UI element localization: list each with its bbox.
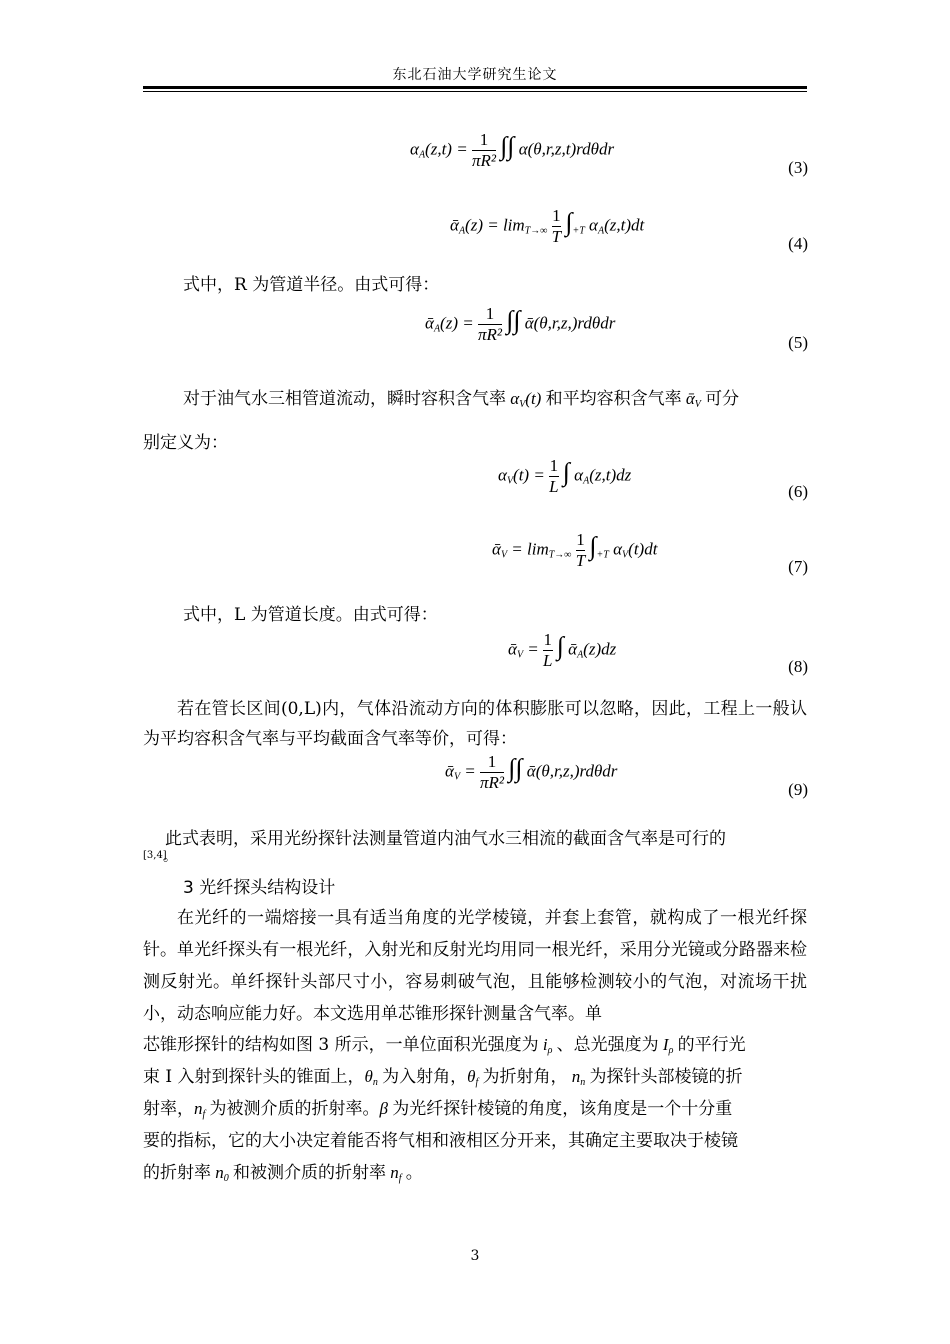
paragraph-definition-line1 [183, 384, 739, 410]
paragraph-conclusion: 此式表明，采用光纷探针法测量管道内油气水三相流的截面含气率是可行的 [165, 829, 726, 849]
symbol-i-rho: $i_\rho$ [538, 1035, 553, 1056]
equation-4: ᾱ$_A$(z) = $\lim_{T\to\infty}$ $\frac{1}{T}$ $\int_{+T}$ $\alpha_A(z,t)dt$ [450, 206, 645, 246]
text-segment: 射率， [143, 1099, 194, 1119]
text-segment: 、总光强度为 [556, 1035, 659, 1055]
equation-6: $\alpha_V(t)$ = $\frac{1}{L}$ ∫ $\alpha_A(z,t)dz$ [498, 456, 632, 496]
equation-number-5: (5) [788, 333, 808, 352]
header-rule-thin [143, 91, 807, 92]
paragraph-length: 式中，L 为管道长度。由式可得： [183, 605, 438, 625]
equation-5: ᾱ$_A$(z) = $\frac{1}{\text{πR²}}$ ∫∫ ᾱ(θ,r,z,)rdθdr [425, 304, 616, 344]
symbol-n-f: $n_f$ [386, 1163, 402, 1184]
text-segment: 。 [405, 1163, 423, 1183]
equation-number-3: (3) [788, 158, 808, 177]
header-rule-thick [143, 86, 807, 89]
symbol-n-n: $n_n$ [567, 1067, 586, 1088]
text-segment: 为折射角， [482, 1067, 568, 1087]
text-segment: 为被测介质的折射率。 [209, 1099, 380, 1119]
equation-number-7: (7) [788, 557, 808, 576]
text-segment: 对于油气水三相管道流动，瞬时容积含气率 [183, 389, 506, 409]
symbol-theta-f: $\theta_f$ [467, 1067, 479, 1088]
symbol-I-rho: $I_\rho$ [658, 1035, 674, 1056]
text-segment: 的平行光 [677, 1035, 746, 1055]
citation-3-4: [3,4] [143, 850, 167, 861]
symbol-n-0: $n_0$ [211, 1163, 229, 1184]
paragraph-probe-line4: 要的指标，它的大小决定着能否将气相和液相区分开来，其确定主要取决于棱镜 [143, 1131, 738, 1151]
equation-number-8: (8) [788, 657, 808, 676]
symbol-theta-n: $\theta_n$ [364, 1067, 378, 1088]
paragraph-probe-design: 在光纤的一端熔接一具有适当角度的光学棱镜，并套上套管，就构成了一根光纤探针。单光纤探头有一根光纤，入射光和反射光均用同一根光纤，采用分光镜或分路器来检测反射光。单纤探针头部尺寸小，容易刺破气泡，且能够检测较小的气泡，对流场干扰小，动态响应能力好。本文选用单芯锥形探针测量含气率。单 [143, 908, 807, 1024]
paragraph-probe-line5 [143, 1158, 423, 1184]
text-segment: 芯锥形探针的结构如图 3 所示，一单位面积光强度为 [143, 1035, 539, 1055]
equation-3: $\alpha_A(z,t)$ = $\frac{1}{\text{πR²}}$ ∫∫ α(θ,r,z,t)rdθdr [410, 130, 615, 170]
paragraph-radius: 式中，R 为管道半径。由式可得： [183, 275, 440, 295]
text-segment: 束 I 入射到探针头的锥面上， [143, 1067, 365, 1087]
equation-number-6: (6) [788, 482, 808, 501]
section-heading-3: 3 光纤探头结构设计 [183, 878, 336, 898]
running-header: 东北石油大学研究生论文 [392, 67, 558, 83]
equation-9: ᾱ$_V$ = $\frac{1}{\text{πR²}}$ ∫∫ ᾱ(θ,r,z,)rdθdr [445, 752, 618, 792]
paragraph-definition-line2: 别定义为： [143, 433, 228, 453]
equation-8: ᾱ$_V$ = $\frac{1}{L}$ ∫ ᾱ$_A$(z)dz [508, 630, 617, 670]
text-segment: 为探针头部棱镜的折 [589, 1067, 743, 1087]
text-segment: 为光纤探针棱镜的角度，该角度是一个十分重 [392, 1099, 733, 1119]
text-segment: 的折射率 [143, 1163, 211, 1183]
text-segment: 为入射角， [382, 1067, 468, 1087]
symbol-n-f: $n_f$ [194, 1099, 206, 1120]
equation-7: ᾱ$_V$ = $\lim_{T\to\infty}$ $\frac{1}{T}$ $\int_{+T}$ $\alpha_V(t)dt$ [492, 530, 658, 570]
page-number: 3 [470, 1248, 480, 1264]
symbol-alpha-v-bar: ᾱ$_V$ [681, 389, 701, 410]
symbol-alpha-v-t: $\alpha_V(t)$ [506, 389, 546, 410]
paragraph-probe-line2 [143, 1062, 743, 1088]
equation-number-4: (4) [788, 234, 808, 253]
paragraph-equivalence: 若在管长区间(0,L)内，气体沿流动方向的体积膨胀可以忽略，因此，工程上一般认为平均容积含气率与平均截面含气率等价，可得： [143, 699, 807, 749]
paragraph-probe-line1 [143, 1030, 746, 1056]
text-segment: 和被测介质的折射率 [233, 1163, 386, 1183]
equation-number-9: (9) [788, 780, 808, 799]
symbol-beta: β [379, 1099, 393, 1118]
paragraph-conclusion-end: 。 [163, 849, 177, 865]
paragraph-probe-line3 [143, 1094, 732, 1120]
text-segment: 可分 [705, 389, 740, 409]
text-segment: 和平均容积含气率 [545, 389, 682, 409]
